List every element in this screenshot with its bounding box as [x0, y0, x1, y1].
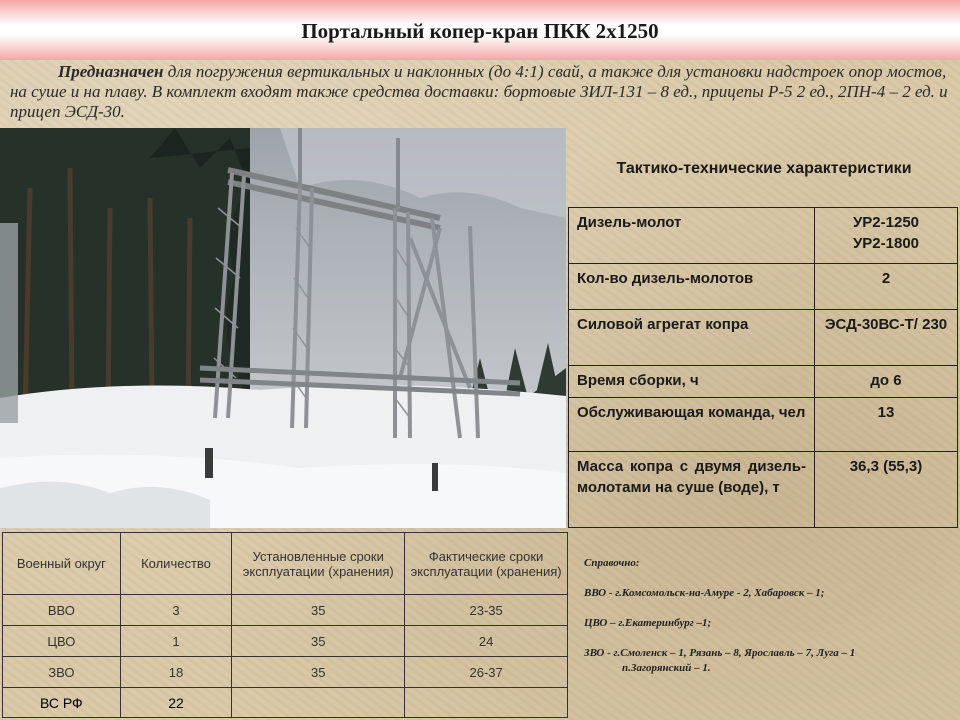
ttx-label: Масса копра с двумя дизель-молотами на суше (воде), т: [569, 452, 815, 528]
cell-qty: 22: [120, 688, 232, 718]
table-row: [3, 688, 568, 718]
ttx-value: 2: [815, 264, 958, 310]
header-set-term: Установленные сроки эксплуатации (хранения): [232, 533, 405, 595]
ttx-row: [569, 398, 958, 452]
reference-zvo-2: п.Загорянский – 1.: [622, 662, 711, 674]
intro-paragraph: [10, 62, 952, 122]
ttx-value-2: УР2-1800: [852, 235, 920, 252]
ttx-value: ЭСД-30ВС-Т/ 230: [815, 310, 958, 366]
cell-set-term: 35: [232, 595, 405, 626]
intro-bold: Предназначен: [58, 62, 164, 81]
ttx-heading: Тактико-технические характеристики: [616, 160, 912, 177]
ttx-value: [815, 208, 958, 264]
ttx-row: [569, 310, 958, 366]
inventory-header-row: [3, 533, 568, 595]
header-actual-term: Фактические сроки эксплуатации (хранения): [405, 533, 568, 595]
title-bar: [0, 0, 960, 60]
ttx-label: Дизель-молот: [569, 208, 815, 264]
reference-zvo-1: ЗВО - г.Смоленск – 1, Рязань – 8, Ярославль – 7, Луга – 1: [584, 647, 856, 659]
ttx-label: Кол-во дизель-молотов: [569, 264, 815, 310]
ttx-label: Время сборки, ч: [569, 366, 815, 398]
cell-actual-term: [405, 688, 568, 718]
cell-district: ВС РФ: [3, 688, 121, 718]
pile-driver-crane-photo-icon: [0, 128, 566, 528]
table-row: [3, 595, 568, 626]
cell-set-term: 35: [232, 657, 405, 688]
ttx-row: [569, 366, 958, 398]
cell-district: ВВО: [3, 595, 121, 626]
ttx-value: 13: [815, 398, 958, 452]
crane-photo: [0, 128, 566, 528]
intro-text: для погружения вертикальных и наклонных (до 4:1) свай, а также для установки надстроек опор мостов, на суше и на плаву. В комплект входят также средства доставки: бортовые ЗИЛ-131 – 8 ед., прицепы Р-5 2 ед., 2ПН-4 – 2 ед. и прицеп ЭСД-30.: [10, 62, 948, 121]
ttx-table: [568, 207, 958, 528]
ttx-label: Обслуживающая команда, чел: [569, 398, 815, 452]
cell-set-term: 35: [232, 626, 405, 657]
cell-actual-term: 26-37: [405, 657, 568, 688]
reference-cvo: ЦВО – г.Екатеринбург –1;: [584, 617, 712, 629]
header-qty: Количество: [120, 533, 232, 595]
inventory-table: [2, 532, 568, 718]
header-district: Военный округ: [3, 533, 121, 595]
ttx-row: [569, 208, 958, 264]
ttx-value-1: УР2-1250: [852, 214, 920, 231]
cell-set-term: [232, 688, 405, 718]
cell-district: ЗВО: [3, 657, 121, 688]
cell-qty: 18: [120, 657, 232, 688]
reference-title: Справочно:: [584, 557, 640, 569]
table-row: [3, 657, 568, 688]
ttx-value: до 6: [815, 366, 958, 398]
cell-actual-term: 23-35: [405, 595, 568, 626]
ttx-value: 36,3 (55,3): [815, 452, 958, 528]
ttx-row: [569, 264, 958, 310]
cell-actual-term: 24: [405, 626, 568, 657]
cell-district: ЦВО: [3, 626, 121, 657]
cell-qty: 3: [120, 595, 232, 626]
reference-block: [584, 556, 956, 676]
table-row: [3, 626, 568, 657]
ttx-label: Силовой агрегат копра: [569, 310, 815, 366]
reference-vvo: ВВО - г.Комсомольск-на-Амуре - 2, Хабаровск – 1;: [584, 587, 825, 599]
cell-qty: 1: [120, 626, 232, 657]
page-title: Портальный копер-кран ПКК 2х1250: [301, 19, 659, 43]
ttx-row: [569, 452, 958, 528]
